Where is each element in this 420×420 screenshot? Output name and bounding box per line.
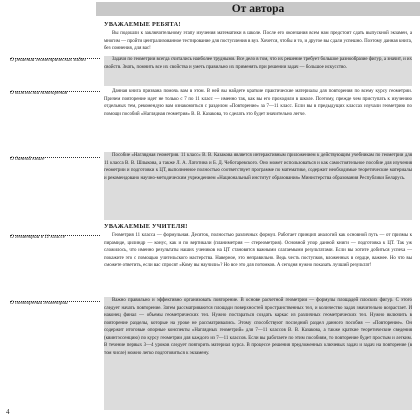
- paragraph-intro: [104, 30, 412, 54]
- paragraph-tasks: [104, 56, 412, 86]
- sidebar-label-repeat: О повторении геометрии: [10, 300, 68, 306]
- paragraph-grade11-text: Геометрия 11 класса — формульная. Десяток, полностью различных формул. Работает принцип аналогий как основной путь — от призмы к пирамиде, цилиндр — конус, как и по вертикали (планиметрия — стереометрия). Основной упор данной книги — подготовка к ЦТ. Так уж сложилось, что именно результаты наших учеников на ЦТ становятся важными слагаемыми результатами. Если вы хотите добиться успеха — покажите это с помощью учительского мастерства. Наверное, это неправильно. Ведь честь поступков, вложенных в сердце, важнее. Но что вы сможете ответить, если вас спросят «Кому вы научили»? Но все это для потомков. А сегодня нужно показать лучший результат!: [104, 233, 412, 268]
- paragraph-review: [104, 88, 412, 150]
- paragraph-grade11: [104, 232, 412, 294]
- greeting-students-heading: УВАЖАЕМЫЕ РЕБЯТА!: [104, 21, 181, 28]
- page-number: 4: [6, 408, 10, 416]
- paragraph-review-text: Данная книга призвана помочь вам в этом. В ней вы найдете краткие практические материалы для повторения по всему курсу геометрии. Причем повторение идет не только с 7 по 11 класс — именно так, как вы его проходили в школе. Поэтому, прежде чем приступать к изучению отдельных тем, рекомендую вам ознакомиться с разделом «Повторение» за 7—11 класс. Если вы в предыдущих классах изучали геометрию по помощи пособий «Наглядная геометрия» В. В. Казакова, то сделать это будет значительно легче.: [104, 89, 412, 117]
- paragraph-intro-text: Вы подошли к заключительному этапу изучения математики в школе. После его окончания всем нам предстоит сдать выпускной экзамен, а многим — пройти централизованное тестирование для поступления в вуз. Хочется, чтобы и то, и другое вы сдали успешно. Поэтому данная книга, без сомнения, для вас!: [104, 31, 412, 51]
- sidebar-label-review: О важности повторения: [10, 90, 68, 96]
- page-title: От автора: [231, 3, 285, 15]
- paragraph-book-text: Пособие «Наглядная геометрия. 11 класс» В. В. Казакова является интерактивным приложением к действующим учебникам по геометрии для 11 класса В. В. Шлыкова, а также Л. А. Латотина и Б. Д. Чеботаревского. Оно может использоваться и как самостоятельное пособие для изучения геометрии и подготовки к ЦТ, выполненное полностью соответствует программе по математике, содержит необходимые теоретические материалы и рекомендовано научно-методическим учреждением «Национальный институт образования» Министерства образования Республики Беларусь.: [104, 153, 412, 181]
- greeting-teachers-heading: УВАЖАЕМЫЕ УЧИТЕЛЯ!: [104, 223, 188, 230]
- sidebar-label-11: О геометрии в 11 классе: [10, 234, 66, 240]
- paragraph-tasks-text: Задачи по геометрии всегда считались наиболее трудными. Все дело в том, что их решение требует большое разнообразие фигур, а значит, и их свойств. Знать, помнить все их свойства и уметь правильно их применять при решении задач — большое искусство.: [104, 57, 412, 70]
- sidebar-label-tasks: О решении геометрических задач: [10, 57, 86, 63]
- paragraph-repeat: [104, 297, 412, 410]
- paragraph-repeat-text: Важно правильно и эффективно организовать повторение. В основе расчетной геометрии — формулы площадей плоских фигур. С этого следует начать повторение. Затем рассматриваются площади поверхностей пространственных тел, и количество задач значительно возрастает. И наконец финал — объемы геометрических тел. Нужно постараться создать каркас из различных геометрических тел. Нужно включить в повторение разделы, которые на уроке не рассматривались. Этому способствуют последний раздел данного пособия — «Повторение». Он содержит итоговые опорные конспекты «Наглядных геометрий» для 7—11 классов В. В. Казакова, а также краткие теоретические сведения (квинтэссенцию) по курсу геометрии для каждого из 7—11 классов. Если вы работаете по этим пособиям, то повторение будет простым и легким. В течение первых 3—4 уроков следует повторить материал курса. В процессе решения предложенных ключевых задач и задач на повторение (в том числе) можно легко подготовиться к экзамену.: [104, 298, 412, 356]
- paragraph-book: [104, 152, 412, 220]
- sidebar-label-book: О данной книге: [10, 156, 45, 162]
